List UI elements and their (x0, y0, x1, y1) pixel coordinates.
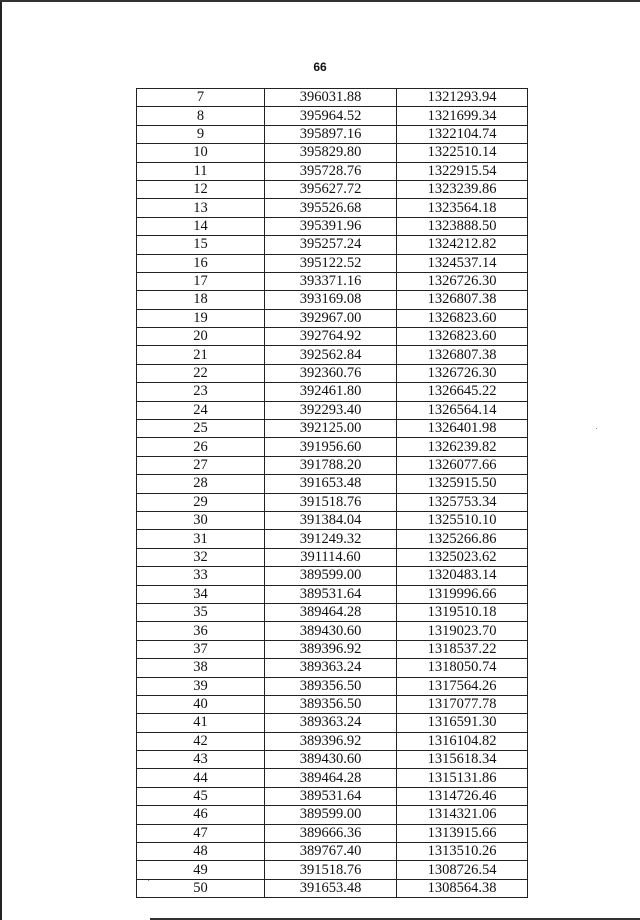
point-number-cell: 20 (137, 328, 265, 346)
x-coordinate-cell: 395829.80 (265, 144, 397, 162)
y-coordinate-cell: 1322104.74 (397, 125, 528, 143)
point-number-cell: 37 (137, 640, 265, 658)
y-coordinate-cell: 1326823.60 (397, 309, 528, 327)
table-row (137, 125, 528, 143)
y-coordinate-cell: 1321293.94 (397, 89, 528, 107)
x-coordinate-cell: 389599.00 (265, 567, 397, 585)
x-coordinate-cell: 392360.76 (265, 364, 397, 382)
y-coordinate-cell: 1317564.26 (397, 677, 528, 695)
x-coordinate-cell: 389531.64 (265, 585, 397, 603)
table-row (137, 769, 528, 787)
y-coordinate-cell: 1314321.06 (397, 806, 528, 824)
point-number-cell: 7 (137, 89, 265, 107)
point-number-cell: 27 (137, 456, 265, 474)
table-row (137, 89, 528, 107)
table-row (137, 824, 528, 842)
x-coordinate-cell: 391956.60 (265, 438, 397, 456)
x-coordinate-cell: 389430.60 (265, 751, 397, 769)
point-number-cell: 36 (137, 622, 265, 640)
table-row (137, 879, 528, 897)
point-number-cell: 24 (137, 401, 265, 419)
y-coordinate-cell: 1316591.30 (397, 714, 528, 732)
scan-edge-left (0, 0, 2, 920)
point-number-cell: 11 (137, 162, 265, 180)
point-number-cell: 40 (137, 695, 265, 713)
x-coordinate-cell: 392764.92 (265, 328, 397, 346)
point-number-cell: 47 (137, 824, 265, 842)
y-coordinate-cell: 1319996.66 (397, 585, 528, 603)
point-number-cell: 39 (137, 677, 265, 695)
x-coordinate-cell: 391249.32 (265, 530, 397, 548)
x-coordinate-cell: 393169.08 (265, 291, 397, 309)
table-row (137, 199, 528, 217)
point-number-cell: 28 (137, 475, 265, 493)
table-row (137, 309, 528, 327)
point-number-cell: 49 (137, 861, 265, 879)
y-coordinate-cell: 1323564.18 (397, 199, 528, 217)
y-coordinate-cell: 1326645.22 (397, 383, 528, 401)
y-coordinate-cell: 1319510.18 (397, 603, 528, 621)
point-number-cell: 41 (137, 714, 265, 732)
x-coordinate-cell: 391114.60 (265, 548, 397, 566)
y-coordinate-cell: 1326077.66 (397, 456, 528, 474)
x-coordinate-cell: 389464.28 (265, 769, 397, 787)
coordinates-table-body (137, 89, 528, 898)
scan-edge-top (0, 0, 640, 2)
y-coordinate-cell: 1308564.38 (397, 879, 528, 897)
point-number-cell: 33 (137, 567, 265, 585)
table-row (137, 438, 528, 456)
y-coordinate-cell: 1314726.46 (397, 787, 528, 805)
y-coordinate-cell: 1325753.34 (397, 493, 528, 511)
x-coordinate-cell: 389396.92 (265, 732, 397, 750)
y-coordinate-cell: 1315618.34 (397, 751, 528, 769)
table-row (137, 475, 528, 493)
y-coordinate-cell: 1315131.86 (397, 769, 528, 787)
x-coordinate-cell: 395122.52 (265, 254, 397, 272)
x-coordinate-cell: 389464.28 (265, 603, 397, 621)
y-coordinate-cell: 1326401.98 (397, 420, 528, 438)
y-coordinate-cell: 1316104.82 (397, 732, 528, 750)
point-number-cell: 12 (137, 180, 265, 198)
point-number-cell: 29 (137, 493, 265, 511)
table-row (137, 254, 528, 272)
table-row (137, 530, 528, 548)
table-row (137, 217, 528, 235)
x-coordinate-cell: 392967.00 (265, 309, 397, 327)
x-coordinate-cell: 395964.52 (265, 107, 397, 125)
point-number-cell: 25 (137, 420, 265, 438)
y-coordinate-cell: 1322510.14 (397, 144, 528, 162)
x-coordinate-cell: 389363.24 (265, 659, 397, 677)
x-coordinate-cell: 392125.00 (265, 420, 397, 438)
point-number-cell: 26 (137, 438, 265, 456)
point-number-cell: 10 (137, 144, 265, 162)
y-coordinate-cell: 1320483.14 (397, 567, 528, 585)
x-coordinate-cell: 395526.68 (265, 199, 397, 217)
x-coordinate-cell: 389356.50 (265, 695, 397, 713)
y-coordinate-cell: 1321699.34 (397, 107, 528, 125)
y-coordinate-cell: 1326564.14 (397, 401, 528, 419)
x-coordinate-cell: 395897.16 (265, 125, 397, 143)
point-number-cell: 19 (137, 309, 265, 327)
y-coordinate-cell: 1326807.38 (397, 291, 528, 309)
table-row (137, 493, 528, 511)
point-number-cell: 44 (137, 769, 265, 787)
point-number-cell: 23 (137, 383, 265, 401)
coordinates-table (136, 88, 528, 898)
table-row (137, 695, 528, 713)
point-number-cell: 22 (137, 364, 265, 382)
x-coordinate-cell: 391788.20 (265, 456, 397, 474)
point-number-cell: 42 (137, 732, 265, 750)
y-coordinate-cell: 1318050.74 (397, 659, 528, 677)
x-coordinate-cell: 392562.84 (265, 346, 397, 364)
page-number: 66 (313, 60, 327, 74)
table-row (137, 162, 528, 180)
table-row (137, 640, 528, 658)
y-coordinate-cell: 1317077.78 (397, 695, 528, 713)
y-coordinate-cell: 1325023.62 (397, 548, 528, 566)
table-row (137, 364, 528, 382)
table-row (137, 585, 528, 603)
y-coordinate-cell: 1324537.14 (397, 254, 528, 272)
x-coordinate-cell: 389430.60 (265, 622, 397, 640)
table-row (137, 843, 528, 861)
table-row (137, 751, 528, 769)
y-coordinate-cell: 1323239.86 (397, 180, 528, 198)
table-row (137, 659, 528, 677)
point-number-cell: 50 (137, 879, 265, 897)
x-coordinate-cell: 389531.64 (265, 787, 397, 805)
table-row (137, 144, 528, 162)
x-coordinate-cell: 392293.40 (265, 401, 397, 419)
table-row (137, 328, 528, 346)
table-row (137, 548, 528, 566)
table-row (137, 236, 528, 254)
table-row (137, 401, 528, 419)
x-coordinate-cell: 392461.80 (265, 383, 397, 401)
y-coordinate-cell: 1326726.30 (397, 272, 528, 290)
y-coordinate-cell: 1325510.10 (397, 511, 528, 529)
y-coordinate-cell: 1313915.66 (397, 824, 528, 842)
x-coordinate-cell: 396031.88 (265, 89, 397, 107)
table-row (137, 420, 528, 438)
table-row (137, 272, 528, 290)
y-coordinate-cell: 1313510.26 (397, 843, 528, 861)
table-row (137, 677, 528, 695)
table-row (137, 622, 528, 640)
table-row (137, 787, 528, 805)
point-number-cell: 21 (137, 346, 265, 364)
table-row (137, 732, 528, 750)
scan-speck (596, 428, 597, 429)
x-coordinate-cell: 389599.00 (265, 806, 397, 824)
point-number-cell: 35 (137, 603, 265, 621)
y-coordinate-cell: 1326807.38 (397, 346, 528, 364)
table-row (137, 383, 528, 401)
point-number-cell: 15 (137, 236, 265, 254)
table-row (137, 861, 528, 879)
x-coordinate-cell: 395391.96 (265, 217, 397, 235)
point-number-cell: 43 (137, 751, 265, 769)
point-number-cell: 14 (137, 217, 265, 235)
x-coordinate-cell: 391653.48 (265, 879, 397, 897)
point-number-cell: 48 (137, 843, 265, 861)
x-coordinate-cell: 389767.40 (265, 843, 397, 861)
y-coordinate-cell: 1326726.30 (397, 364, 528, 382)
point-number-cell: 34 (137, 585, 265, 603)
point-number-cell: 8 (137, 107, 265, 125)
x-coordinate-cell: 391518.76 (265, 861, 397, 879)
point-number-cell: 13 (137, 199, 265, 217)
point-number-cell: 32 (137, 548, 265, 566)
table-row (137, 806, 528, 824)
x-coordinate-cell: 395257.24 (265, 236, 397, 254)
point-number-cell: 18 (137, 291, 265, 309)
table-row (137, 346, 528, 364)
y-coordinate-cell: 1308726.54 (397, 861, 528, 879)
y-coordinate-cell: 1325266.86 (397, 530, 528, 548)
x-coordinate-cell: 389666.36 (265, 824, 397, 842)
table-row (137, 511, 528, 529)
y-coordinate-cell: 1325915.50 (397, 475, 528, 493)
table-row (137, 714, 528, 732)
y-coordinate-cell: 1318537.22 (397, 640, 528, 658)
point-number-cell: 38 (137, 659, 265, 677)
table-row (137, 456, 528, 474)
x-coordinate-cell: 391653.48 (265, 475, 397, 493)
x-coordinate-cell: 389396.92 (265, 640, 397, 658)
point-number-cell: 31 (137, 530, 265, 548)
y-coordinate-cell: 1323888.50 (397, 217, 528, 235)
x-coordinate-cell: 395728.76 (265, 162, 397, 180)
y-coordinate-cell: 1322915.54 (397, 162, 528, 180)
x-coordinate-cell: 389363.24 (265, 714, 397, 732)
point-number-cell: 9 (137, 125, 265, 143)
y-coordinate-cell: 1326239.82 (397, 438, 528, 456)
point-number-cell: 16 (137, 254, 265, 272)
point-number-cell: 30 (137, 511, 265, 529)
table-row (137, 107, 528, 125)
point-number-cell: 17 (137, 272, 265, 290)
x-coordinate-cell: 391518.76 (265, 493, 397, 511)
x-coordinate-cell: 395627.72 (265, 180, 397, 198)
table-row (137, 291, 528, 309)
y-coordinate-cell: 1319023.70 (397, 622, 528, 640)
x-coordinate-cell: 391384.04 (265, 511, 397, 529)
point-number-cell: 45 (137, 787, 265, 805)
x-coordinate-cell: 389356.50 (265, 677, 397, 695)
table-row (137, 180, 528, 198)
point-number-cell: 46 (137, 806, 265, 824)
y-coordinate-cell: 1326823.60 (397, 328, 528, 346)
table-row (137, 603, 528, 621)
table-row (137, 567, 528, 585)
x-coordinate-cell: 393371.16 (265, 272, 397, 290)
y-coordinate-cell: 1324212.82 (397, 236, 528, 254)
